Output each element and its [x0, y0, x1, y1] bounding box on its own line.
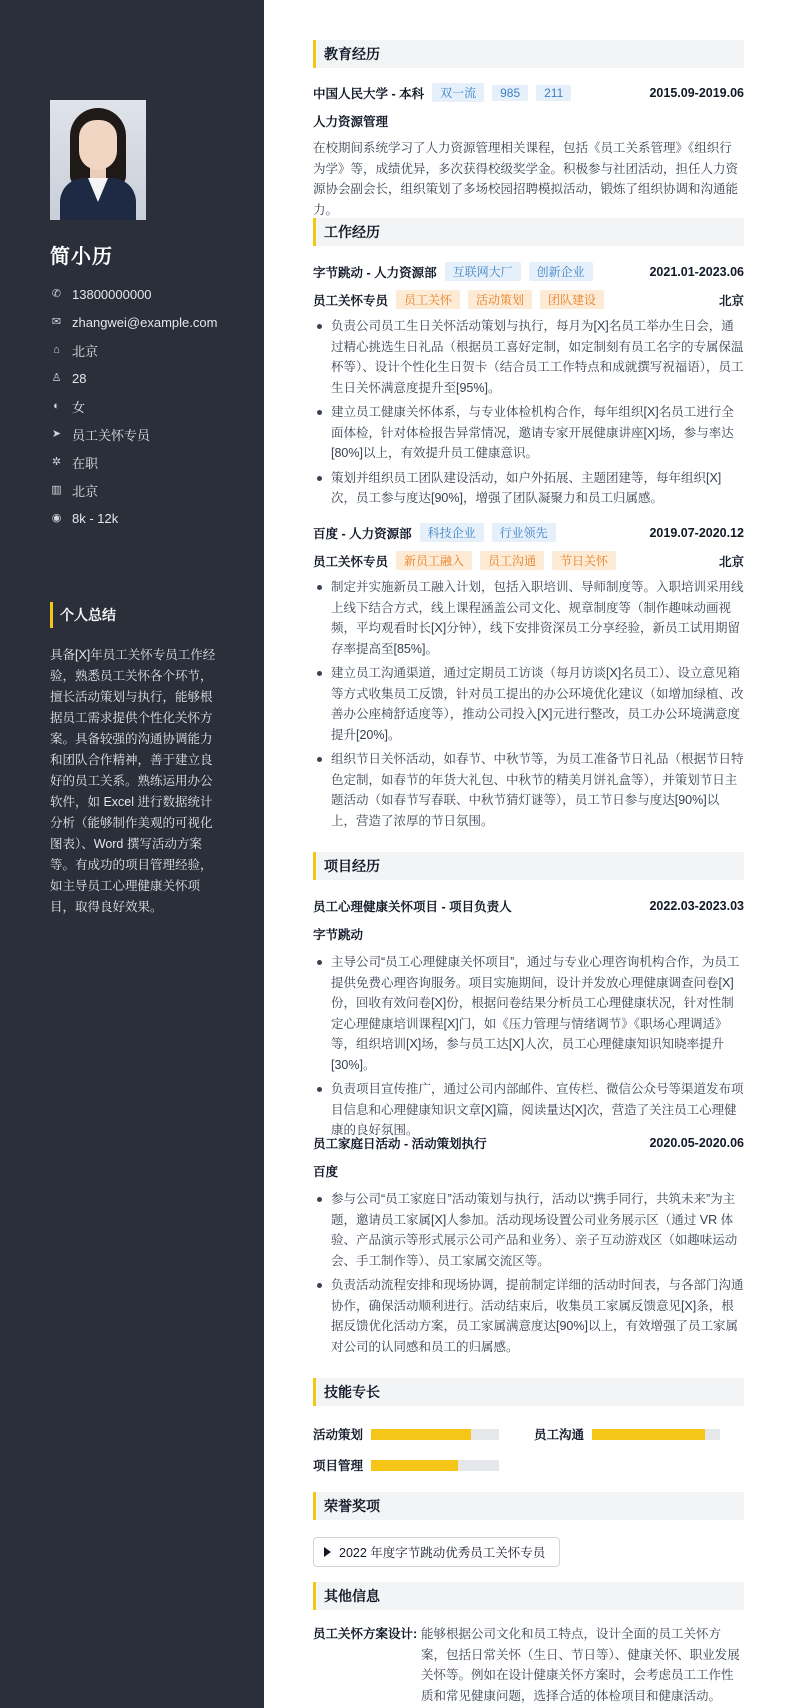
gender-icon: ◐	[53, 399, 60, 412]
phone-icon: ✆	[51, 287, 62, 300]
list-item: 负责公司员工生日关怀活动策划与执行，每月为[X]名员工举办生日会，通过精心挑选生日礼品（根据员工喜好定制，如定制刻有员工名字的专属保温杯等）、设计个性化生日贺卡（结合员工工作特点和成就撰写祝福语），员工生日关怀满意度提升至[95%]。	[313, 316, 744, 398]
school-name: 中国人民大学 - 本科	[313, 86, 425, 101]
role-title: 员工关怀专员	[313, 554, 389, 569]
role-row	[313, 551, 744, 570]
skill-item	[534, 1425, 720, 1443]
project-date: 2022.03-2023.03	[649, 899, 744, 913]
education-heading: 教育经历	[313, 40, 744, 68]
project-company: 百度	[313, 1165, 339, 1179]
role-row	[313, 290, 744, 309]
sidebar	[0, 0, 264, 1708]
company-tag: 创新企业	[529, 262, 593, 281]
skill-bar-fill	[592, 1429, 705, 1440]
award-item[interactable]	[313, 1537, 560, 1567]
project-bullets	[313, 1189, 744, 1361]
list-item: 策划并组织员工团队建设活动，如户外拓展、主题团建等，每年组织[X]次，员工参与度达[90%]，增强了团队凝聚力和员工归属感。	[313, 468, 744, 509]
list-item: 建立员工沟通渠道，通过定期员工访谈（每月访谈[X]名员工）、设立意见箱等方式收集员工反馈，针对员工提出的办公环境优化建议（如增加绿植、改善办公座椅舒适度等），推动公司投入[X]元进行整改，员工办公环境满意度提升[20%]。	[313, 663, 744, 745]
job-city: 北京	[718, 293, 744, 308]
building-icon: ▥	[51, 483, 62, 496]
status-icon: ✲	[51, 455, 62, 468]
salary-icon: ◉	[51, 511, 62, 524]
skill-item	[313, 1456, 499, 1474]
job-date: 2019.07-2020.12	[649, 525, 744, 540]
role-tag: 员工关怀	[396, 290, 460, 309]
project-name: 员工心理健康关怀项目 - 项目负责人	[313, 900, 512, 914]
job-bullets	[313, 577, 744, 835]
project-header-row	[313, 897, 744, 915]
role-title: 员工关怀专员	[313, 293, 389, 308]
major: 人力资源管理	[313, 115, 389, 129]
list-item: 负责活动流程安排和现场协调，提前制定详细的活动时间表，与各部门沟通协作，确保活动顺利进行。活动结束后，收集员工家属反馈意见[X]条，根据反馈优化活动方案，员工家属满意度达[90%]以上，有效增强了员工家属对公司的认同感和员工的归属感。	[313, 1275, 744, 1357]
skill-item	[313, 1425, 499, 1443]
summary-title: 个人总结	[50, 602, 116, 628]
info-location: ⌂ 北京	[50, 336, 250, 364]
other-heading: 其他信息	[313, 1582, 744, 1610]
school-tag: 双一流	[432, 83, 484, 102]
award-text: 2022 年度字节跳动优秀员工关怀专员	[339, 1546, 546, 1560]
project-date: 2020.05-2020.06	[649, 1136, 744, 1150]
company-name: 百度 - 人力资源部	[313, 526, 412, 541]
info-phone: ✆ 13800000000	[51, 286, 152, 302]
role-tag: 活动策划	[468, 290, 532, 309]
school-tag: 985	[492, 85, 528, 101]
skill-bar	[592, 1429, 720, 1440]
info-salary: ◉ 8k - 12k	[51, 510, 119, 526]
skills-heading: 技能专长	[313, 1378, 744, 1406]
honors-heading: 荣誉奖项	[313, 1492, 744, 1520]
job-date: 2021.01-2023.06	[649, 264, 744, 279]
info-gender: ◐ 女	[50, 392, 250, 420]
company-tag: 行业领先	[492, 523, 556, 542]
company-tag: 科技企业	[420, 523, 484, 542]
contact-info	[50, 280, 250, 532]
project-bullets	[313, 952, 744, 1145]
play-icon	[324, 1547, 331, 1557]
candidate-name: 简小历	[50, 246, 113, 268]
job-city: 北京	[718, 554, 744, 569]
list-item: 建立员工健康关怀体系，与专业体检机构合作，每年组织[X]名员工进行全面体检，针对体检报告异常情况，邀请专家开展健康讲座[X]场，参与率达[80%]以上，有效提升员工健康意识。	[313, 402, 744, 464]
send-icon: ➤	[51, 427, 62, 440]
education-date: 2015.09-2019.06	[649, 85, 744, 100]
profile-photo	[50, 100, 146, 220]
role-tag: 团队建设	[540, 290, 604, 309]
project-company-row	[313, 925, 744, 943]
info-work-city: ▥ 北京	[51, 483, 99, 499]
job-header-row	[313, 262, 744, 281]
list-item: 组织节日关怀活动，如春节、中秋节等，为员工准备节日礼品（根据节日特色定制，如春节的年货大礼包、中秋节的精美月饼礼盒等），并策划节日主题活动（如春节写春联、中秋节猜灯谜等），员工节日参与度达[90%]以上，营造了浓厚的节日氛围。	[313, 749, 744, 831]
list-item: 主导公司“员工心理健康关怀项目”，通过与专业心理咨询机构合作，为员工提供免费心理咨询服务。项目实施期间，设计并发放心理健康调查问卷[X]份，回收有效问卷[X]份，根据问卷结果分析员工心理健康状况，针对性制定心理健康培训课程[X]门，如《压力管理与情绪调节》《职场心理调适》等，组织培训[X]场，参与员工达[X]人次，员工心理健康知识知晓率提升[30%]。	[313, 952, 744, 1075]
major-row	[313, 112, 744, 130]
list-item: 制定并实施新员工融入计划，包括入职培训、导师制度等。入职培训采用线上线下结合方式，线上课程涵盖公司文化、规章制度等（制作趣味动画视频，平均观看时长[X]分钟），线下安排资深员工分享经验，新员工试用期留存率提高至[85%]。	[313, 577, 744, 659]
skill-bar-fill	[371, 1460, 458, 1471]
skill-bar	[371, 1429, 499, 1440]
project-name: 员工家庭日活动 - 活动策划执行	[313, 1137, 487, 1151]
skill-name: 活动策划	[313, 1428, 364, 1442]
skill-bar-fill	[371, 1429, 471, 1440]
age-icon: ♙	[51, 371, 62, 384]
list-item: 负责项目宣传推广，通过公司内部邮件、宣传栏、微信公众号等渠道发布项目信息和心理健康知识文章[X]篇，阅读量达[X]次，营造了关注员工心理健康的良好氛围。	[313, 1079, 744, 1141]
project-company-row	[313, 1162, 744, 1180]
other-info-row	[313, 1624, 744, 1706]
home-icon: ⌂	[53, 343, 60, 356]
school-tag: 211	[536, 85, 571, 101]
info-email: ✉ zhangwei@example.com	[51, 314, 218, 330]
mail-icon: ✉	[51, 315, 62, 328]
job-header-row	[313, 523, 744, 542]
education-header-row	[313, 83, 744, 102]
skill-name: 员工沟通	[534, 1428, 585, 1442]
list-item: 参与公司“员工家庭日”活动策划与执行，活动以“携手同行，共筑未来”为主题，邀请员工家属[X]人参加。活动现场设置公司业务展示区（通过 VR 体验、产品演示等形式展示公司产品和业务）、亲子互动游戏区（如趣味运动会、手工制作等）、员工家属交流区等。	[313, 1189, 744, 1271]
role-tag: 员工沟通	[480, 551, 544, 570]
skill-bar	[371, 1460, 499, 1471]
work-heading: 工作经历	[313, 218, 744, 246]
summary-text: 具备[X]年员工关怀专员工作经验，熟悉员工关怀各个环节，擅长活动策划与执行，能够根据员工需求提供个性化关怀方案。具备较强的沟通协调能力和团队合作精神，善于建立良好的员工关系。熟练运用办公软件，如 Excel 进行数据统计分析（能够制作美观的可视化图表）、Word 撰写活动方案等。有成功的项目管理经验，如主导员工心理健康关怀项目，取得良好效果。	[50, 648, 216, 914]
other-info-label: 员工关怀方案设计:	[313, 1627, 418, 1641]
company-name: 字节跳动 - 人力资源部	[313, 265, 437, 280]
role-tag: 新员工融入	[396, 551, 472, 570]
projects-heading: 项目经历	[313, 852, 744, 880]
project-company: 字节跳动	[313, 928, 364, 942]
project-header-row	[313, 1134, 744, 1152]
skill-name: 项目管理	[313, 1459, 364, 1473]
job-bullets	[313, 316, 744, 513]
education-description: 在校期间系统学习了人力资源管理相关课程，包括《员工关系管理》《组织行为学》等，成绩优异，多次获得校级奖学金。积极参与社团活动，担任人力资源协会副会长，组织策划了多场校园招聘模拟活动，锻炼了组织协调和沟通能力。	[313, 141, 739, 217]
role-tag: 节日关怀	[552, 551, 616, 570]
info-status: ✲ 在职	[51, 455, 99, 471]
info-position: ➤ 员工关怀专员	[51, 427, 151, 443]
other-info-text: 能够根据公司文化和员工特点，设计全面的员工关怀方案，包括日常关怀（生日、节日等）、健康关怀、职业发展关怀等。例如在设计健康关怀方案时，会考虑员工工作性质和常见健康问题，选择合适的体检项目和健康活动。	[421, 1627, 740, 1703]
info-age: ♙ 28	[51, 370, 87, 386]
company-tag: 互联网大厂	[445, 262, 521, 281]
